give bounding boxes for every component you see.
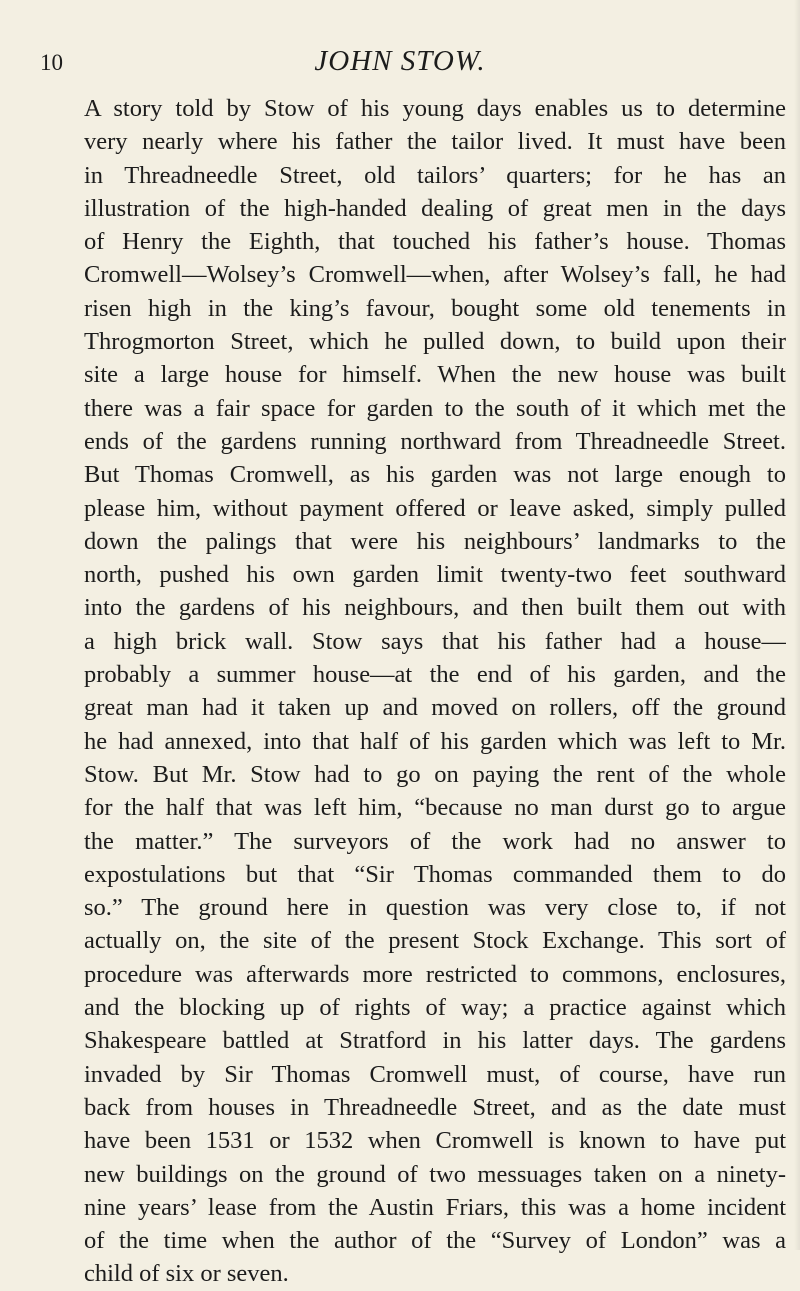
text-line: site a large house for himself. When the new house was built bbox=[84, 361, 786, 389]
text-line: he had annexed, into that half of his garden which was left to Mr. bbox=[84, 727, 786, 755]
running-head: JOHN STOW. bbox=[314, 45, 486, 77]
text-line: Cromwell—Wolsey’s Cromwell—when, after Wolsey’s fall, he had bbox=[84, 261, 786, 289]
body-paragraph bbox=[84, 92, 786, 1291]
text-line: procedure was afterwards more restricted to commons, enclosures, bbox=[84, 960, 786, 988]
text-line: the matter.” The surveyors of the work had no answer to bbox=[84, 827, 786, 855]
text-line: new buildings on the ground of two messuages taken on a ninety- bbox=[84, 1160, 786, 1188]
text-line: nine years’ lease from the Austin Friars, this was a home incident bbox=[84, 1193, 786, 1221]
text-line: actually on, the site of the present Stock Exchange. This sort of bbox=[84, 927, 786, 955]
text-line: very nearly where his father the tailor lived. It must have been bbox=[84, 128, 786, 156]
text-line: please him, without payment offered or leave asked, simply pulled bbox=[84, 494, 786, 522]
text-line: Stow. But Mr. Stow had to go on paying the rent of the whole bbox=[84, 760, 786, 788]
page-edge bbox=[794, 0, 800, 1250]
text-line: for the half that was left him, “because no man durst go to argue bbox=[84, 794, 786, 822]
text-line: there was a fair space for garden to the south of it which met the bbox=[84, 394, 786, 422]
text-line: a high brick wall. Stow says that his father had a house— bbox=[84, 627, 786, 655]
text-line: A story told by Stow of his young days enables us to determine bbox=[84, 95, 786, 122]
text-line: of Henry the Eighth, that touched his father’s house. Thomas bbox=[84, 228, 786, 256]
text-line: back from houses in Threadneedle Street, and as the date must bbox=[84, 1093, 786, 1121]
text-line: illustration of the high-handed dealing of great men in the days bbox=[84, 194, 786, 222]
text-line: so.” The ground here in question was very close to, if not bbox=[84, 894, 786, 922]
page-number: 10 bbox=[40, 50, 63, 75]
text-line: But Thomas Cromwell, as his garden was not large enough to bbox=[84, 461, 786, 489]
text-line: child of six or seven. bbox=[84, 1260, 289, 1288]
text-line: invaded by Sir Thomas Cromwell must, of course, have run bbox=[84, 1060, 786, 1088]
text-line: risen high in the king’s favour, bought some old tenements in bbox=[84, 294, 786, 322]
text-line: into the gardens of his neighbours, and then built them out with bbox=[84, 594, 786, 622]
text-line: of the time when the author of the “Survey of London” was a bbox=[84, 1227, 786, 1255]
text-line: and the blocking up of rights of way; a practice against which bbox=[84, 994, 786, 1022]
text-line: expostulations but that “Sir Thomas commanded them to do bbox=[84, 860, 786, 888]
text-line: north, pushed his own garden limit twenty-two feet southward bbox=[84, 561, 786, 589]
text-line: Shakespeare battled at Stratford in his latter days. The gardens bbox=[84, 1027, 786, 1055]
text-line: ends of the gardens running northward from Threadneedle Street. bbox=[84, 427, 786, 455]
text-line: have been 1531 or 1532 when Cromwell is known to have put bbox=[84, 1127, 786, 1155]
text-line: Throgmorton Street, which he pulled down, to build upon their bbox=[84, 328, 786, 356]
text-line: great man had it taken up and moved on rollers, off the ground bbox=[84, 694, 786, 722]
text-line: in Threadneedle Street, old tailors’ quarters; for he has an bbox=[84, 161, 786, 189]
text-line: down the palings that were his neighbours’ landmarks to the bbox=[84, 527, 786, 555]
text-line: probably a summer house—at the end of his garden, and the bbox=[84, 661, 786, 689]
